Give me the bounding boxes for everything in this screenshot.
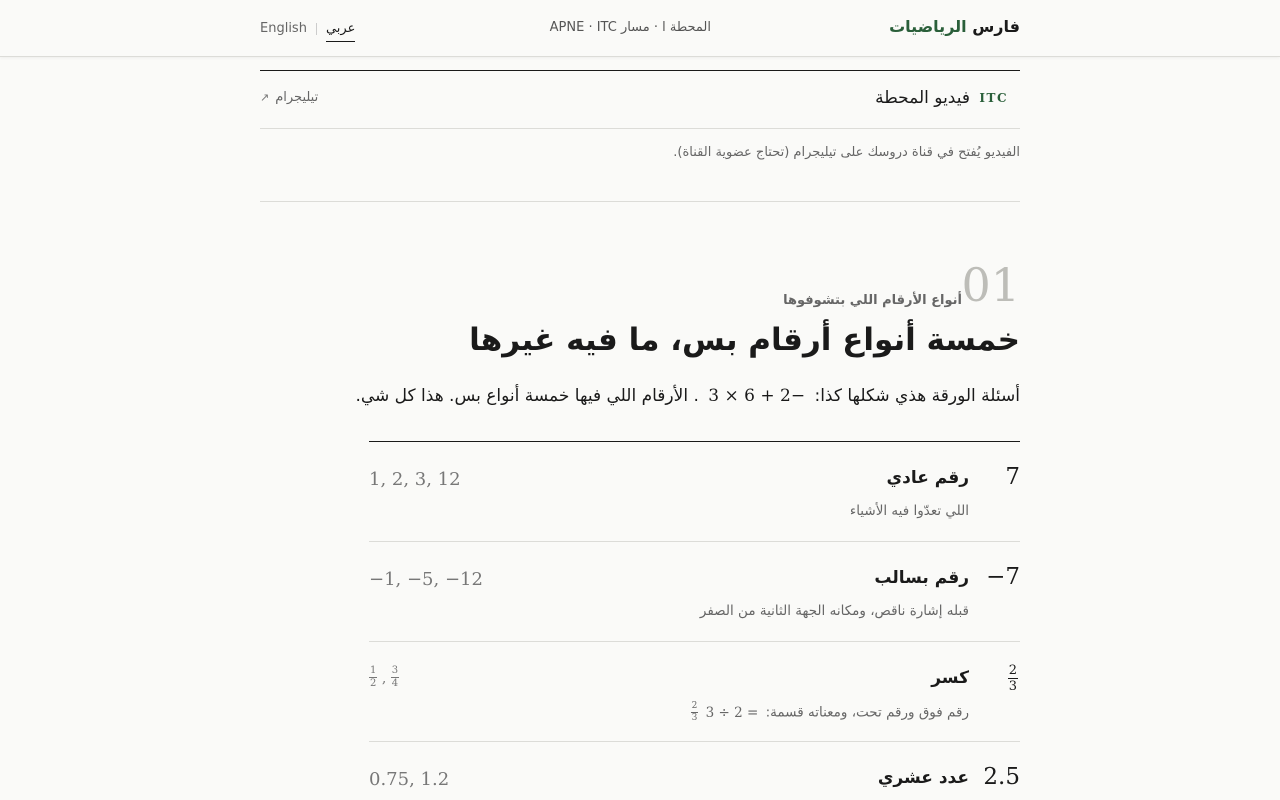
lang-arabic-button[interactable]: عربي bbox=[326, 21, 355, 42]
video-tag: ITC bbox=[979, 91, 1008, 105]
type-description: قبله إشارة ناقص، ومكانه الجهة الثانية من الصفر bbox=[699, 603, 969, 619]
fraction: $\frac{1}{2}$ bbox=[370, 665, 377, 689]
external-link-arrow-icon: ↗ bbox=[260, 91, 270, 104]
language-switcher bbox=[260, 18, 355, 39]
lang-divider bbox=[316, 23, 317, 35]
number-type-row bbox=[369, 642, 1020, 742]
video-title: فيديو المحطة bbox=[875, 88, 970, 108]
brand-accent: الرياضيات bbox=[889, 17, 967, 36]
breadcrumb: المحطة ا · مسار APNE · ITC bbox=[549, 20, 711, 35]
top-header bbox=[0, 0, 1280, 57]
description-math: 3 ÷ 2 = bbox=[705, 704, 759, 721]
description-text: رقم فوق ورقم تحت، ومعناته قسمة: bbox=[765, 704, 969, 721]
video-row bbox=[260, 71, 1020, 129]
fraction: $\frac{3}{4}$ bbox=[391, 665, 399, 689]
lead-text-after: . الأرقام اللي فيها خمسة أنواع بس. هذا كل شي. bbox=[355, 386, 699, 406]
type-symbol: −7 bbox=[986, 564, 1020, 590]
number-type-row bbox=[369, 742, 1020, 800]
lead-text-before: أسئلة الورقة هذي شكلها كذا: bbox=[814, 386, 1020, 406]
telegram-label: تيليجرام bbox=[275, 90, 319, 105]
type-description bbox=[691, 702, 969, 723]
type-examples: 1, 2, 3, 12 bbox=[369, 469, 461, 490]
type-symbol bbox=[1008, 664, 1018, 693]
type-name: كسر bbox=[931, 668, 969, 688]
section-kicker: أنواع الأرقام اللي بتشوفوها bbox=[783, 293, 962, 308]
number-type-row bbox=[369, 542, 1020, 642]
lead-math: 3 × 6 + 2− bbox=[708, 386, 806, 406]
number-type-row bbox=[369, 442, 1020, 542]
section-title: خمسة أنواع أرقام بس، ما فيه غيرها bbox=[469, 322, 1020, 358]
section-number: 01 bbox=[961, 258, 1020, 312]
fraction: $\frac{2}{3}$ bbox=[691, 701, 698, 723]
type-name: رقم بسالب bbox=[874, 568, 969, 588]
section-lead bbox=[355, 386, 1020, 406]
type-examples: $\frac{1}{2}$ , $\frac{3}{4}$ bbox=[370, 665, 399, 689]
lang-english-button[interactable]: English bbox=[260, 21, 307, 36]
brand-prefix: فارس bbox=[972, 17, 1020, 36]
type-name: عدد عشري bbox=[877, 768, 969, 788]
type-symbol: 2.5 bbox=[983, 764, 1020, 790]
telegram-link[interactable] bbox=[260, 90, 318, 105]
fraction: $\frac{2}{3}$ bbox=[1008, 663, 1017, 694]
type-symbol: 7 bbox=[1005, 464, 1020, 490]
type-name: رقم عادي bbox=[886, 468, 969, 488]
type-examples: 0.75, 1.2 bbox=[369, 769, 450, 790]
brand-logo[interactable] bbox=[889, 17, 1020, 36]
video-note: الفيديو يُفتح في قناة دروسك على تيليجرام (تحتاج عضوية القناة). bbox=[673, 145, 1020, 160]
section-divider bbox=[260, 201, 1020, 202]
type-description: اللي تعدّوا فيه الأشياء bbox=[849, 503, 969, 519]
type-examples: −1, −5, −12 bbox=[369, 569, 483, 590]
